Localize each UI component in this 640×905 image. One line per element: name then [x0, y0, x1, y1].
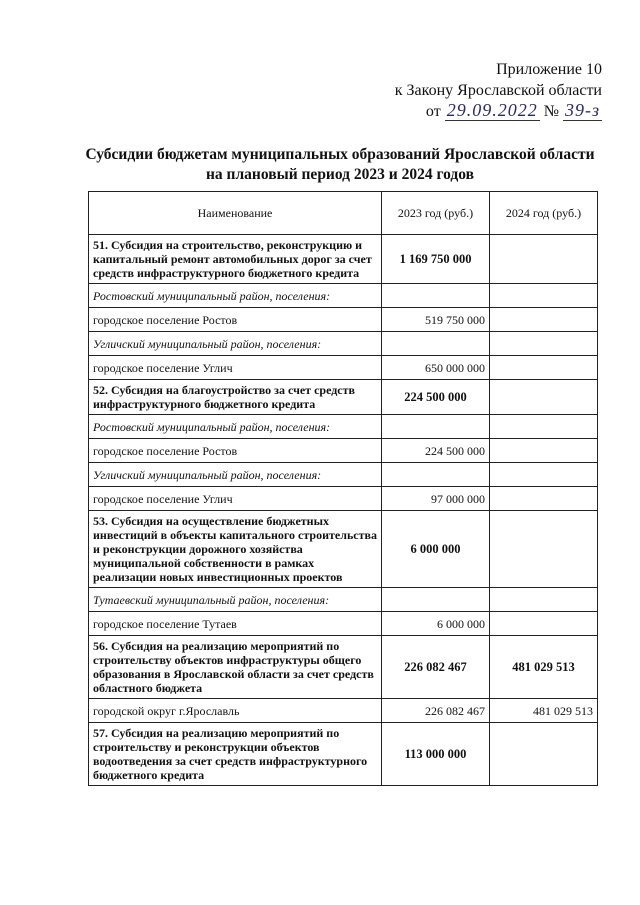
table-row	[89, 487, 598, 511]
row-2024	[490, 439, 598, 463]
row-2024	[490, 284, 598, 308]
header-2023: 2023 год (руб.)	[382, 192, 490, 235]
row-2023	[382, 415, 490, 439]
appendix-date-line	[395, 101, 602, 122]
row-2023: 113 000 000	[382, 723, 490, 786]
row-name: Угличский муниципальный район, поселения:	[89, 463, 382, 487]
row-name: 52. Субсидия на благоустройство за счет средств инфраструктурного бюджетного кредита	[89, 380, 382, 415]
row-name: Тутаевский муниципальный район, поселения:	[89, 588, 382, 612]
table-row	[89, 699, 598, 723]
table-row	[89, 356, 598, 380]
row-2023	[382, 588, 490, 612]
row-name: Угличский муниципальный район, поселения:	[89, 332, 382, 356]
row-name: городское поселение Ростов	[89, 308, 382, 332]
row-2024	[490, 723, 598, 786]
row-2023: 224 500 000	[382, 380, 490, 415]
row-2023	[382, 284, 490, 308]
row-2024	[490, 612, 598, 636]
row-2023: 224 500 000	[382, 439, 490, 463]
table-row	[89, 235, 598, 284]
table-row	[89, 415, 598, 439]
header-2024: 2024 год (руб.)	[490, 192, 598, 235]
table-row	[89, 284, 598, 308]
row-2023: 226 082 467	[382, 636, 490, 699]
row-2024	[490, 380, 598, 415]
row-2024	[490, 487, 598, 511]
row-2023: 97 000 000	[382, 487, 490, 511]
row-2024	[490, 415, 598, 439]
row-2024	[490, 463, 598, 487]
row-2023: 1 169 750 000	[382, 235, 490, 284]
appendix-date-prefix: от	[425, 103, 441, 120]
document-title-line1: Субсидии бюджетам муниципальных образований Ярославской области	[85, 146, 595, 163]
table-row	[89, 332, 598, 356]
row-2023: 6 000 000	[382, 612, 490, 636]
appendix-law: к Закону Ярославской области	[394, 82, 602, 99]
row-2023: 6 000 000	[382, 511, 490, 588]
row-2024	[490, 308, 598, 332]
row-name: городское поселение Тутаев	[89, 612, 382, 636]
appendix-date: 29.09.2022	[446, 100, 538, 120]
table-row	[89, 636, 598, 699]
row-2023: 650 000 000	[382, 356, 490, 380]
table-row	[89, 439, 598, 463]
row-2024	[490, 235, 598, 284]
header-name: Наименование	[89, 192, 382, 235]
table-row	[89, 588, 598, 612]
row-name: городское поселение Углич	[89, 356, 382, 380]
appendix-number-sign: №	[543, 103, 559, 120]
table-header-row	[89, 192, 598, 235]
document-title-line2: на плановый период 2023 и 2024 годов	[206, 166, 474, 183]
row-name: городское поселение Ростов	[89, 439, 382, 463]
document-title	[60, 145, 620, 185]
row-name: 51. Субсидия на строительство, реконструкцию и капитальный ремонт автомобильных дорог за счет средств инфраструктурного бюджетного кредита	[89, 235, 382, 284]
row-2024	[490, 588, 598, 612]
row-2023	[382, 463, 490, 487]
row-2024	[490, 356, 598, 380]
table-row	[89, 308, 598, 332]
row-name: городское поселение Углич	[89, 487, 382, 511]
appendix-header	[395, 59, 602, 122]
table-row	[89, 723, 598, 786]
row-2024: 481 029 513	[490, 699, 598, 723]
appendix-number: 39-з	[564, 100, 600, 120]
row-2024	[490, 511, 598, 588]
subsidies-table	[88, 191, 598, 786]
row-name: 56. Субсидия на реализацию мероприятий по строительству объектов инфраструктуры общего образования в Ярославской области за счет средств областного бюджета	[89, 636, 382, 699]
row-2023: 519 750 000	[382, 308, 490, 332]
table-row	[89, 612, 598, 636]
row-name: Ростовский муниципальный район, поселения:	[89, 415, 382, 439]
row-2024	[490, 332, 598, 356]
appendix-title: Приложение 10	[496, 61, 602, 78]
row-name: 53. Субсидия на осуществление бюджетных инвестиций в объекты капитального строительства и реконструкции дорожного хозяйства муниципальной собственности в рамках реализации новых инвестиционных проектов	[89, 511, 382, 588]
row-name: 57. Субсидия на реализацию мероприятий по строительству и реконструкции объектов водоотведения за счет средств инфраструктурного бюджетного кредита	[89, 723, 382, 786]
table-row	[89, 511, 598, 588]
row-2024: 481 029 513	[490, 636, 598, 699]
table-row	[89, 380, 598, 415]
row-name: городской округ г.Ярославль	[89, 699, 382, 723]
row-2023: 226 082 467	[382, 699, 490, 723]
table-row	[89, 463, 598, 487]
row-2023	[382, 332, 490, 356]
row-name: Ростовский муниципальный район, поселения:	[89, 284, 382, 308]
